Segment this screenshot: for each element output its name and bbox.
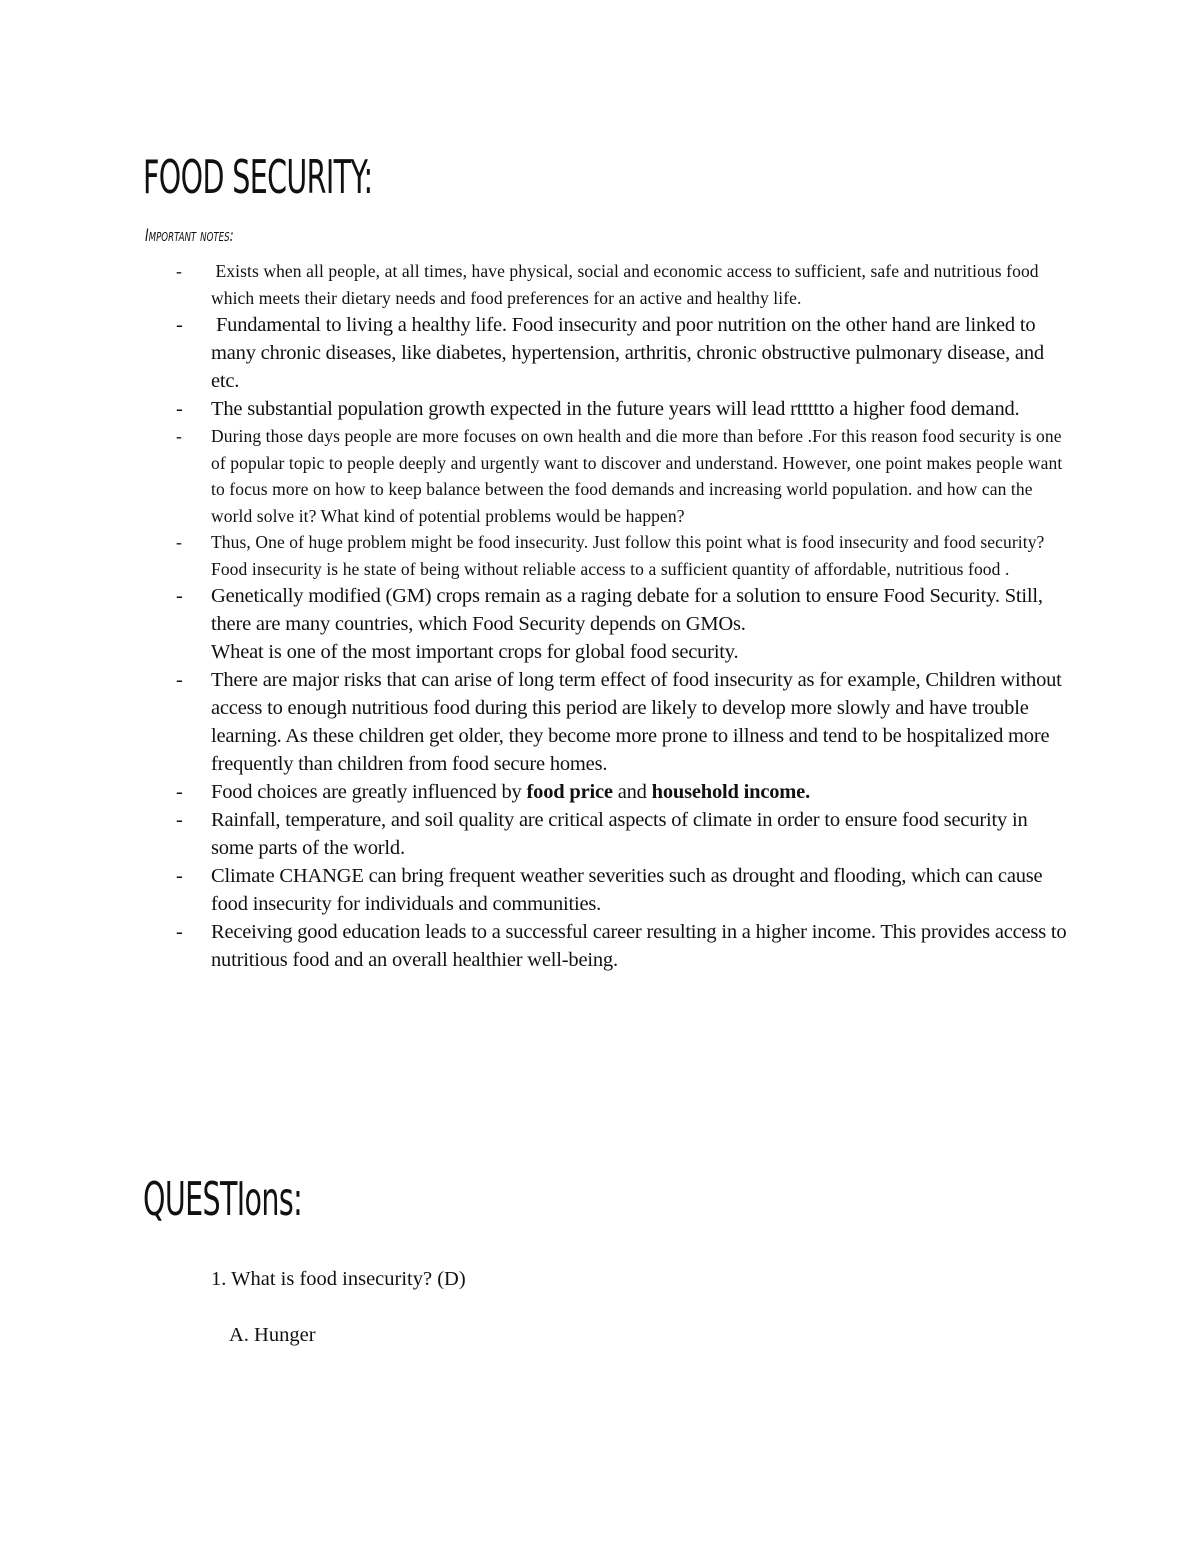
note-text: Food choices are greatly influenced by: [211, 781, 527, 803]
note-text: There are major risks that can arise of long term effect of food insecurity as for example, Children without access to enough nutritious food during this period are likely to develop more slowly and have trouble learning. As these children get older, they become more prone to illness and tend to be hospitalized more frequently than children from food secure homes.: [211, 669, 1062, 775]
bullet-dash: -: [176, 261, 182, 281]
bullet-dash: -: [176, 585, 183, 607]
note-item: [0, 423, 1200, 529]
note-text: During those days people are more focuses on own health and die more than before .For this reason food security is one of popular topic to people deeply and urgently want to discover and understand. However, one point makes people want to focus more on how to keep balance between the food demands and increasing world population. and how can the world solve it? What kind of potential problems would be happen?: [211, 426, 1063, 526]
answer-option-a: A. Hunger: [229, 1324, 316, 1346]
note-text-continued: Wheat is one of the most important crops for global food security.: [211, 641, 739, 663]
note-item: [0, 258, 1200, 311]
note-text-and: and: [612, 781, 652, 803]
notes-list: [0, 258, 1200, 974]
note-text: Fundamental to living a healthy life. Food insecurity and poor nutrition on the other hand are linked to many chronic diseases, like diabetes, hypertension, arthritis, chronic obstructive pulmonary disease, and etc.: [211, 314, 1049, 392]
questions-heading: QUESTIons:: [143, 1172, 303, 1226]
question-1: 1. What is food insecurity? (D): [211, 1268, 466, 1290]
bullet-dash: -: [176, 865, 183, 887]
note-item: [0, 311, 1200, 395]
bold-household-income: household income.: [651, 781, 810, 803]
page-title: FOOD SECURITY:: [143, 150, 373, 204]
note-item: [0, 862, 1200, 918]
bullet-dash: -: [176, 314, 183, 336]
note-text: Rainfall, temperature, and soil quality are critical aspects of climate in order to ensure food security in some parts of the world.: [211, 809, 1028, 859]
note-item: [0, 918, 1200, 974]
bullet-dash: -: [176, 781, 183, 803]
bullet-dash: -: [176, 669, 183, 691]
bullet-dash: -: [176, 426, 182, 446]
note-item: [0, 778, 1200, 806]
bullet-dash: -: [176, 398, 183, 420]
note-text: The substantial population growth expected in the future years will lead rttttto a higher food demand.: [211, 398, 1020, 420]
note-text: Climate CHANGE can bring frequent weather severities such as drought and flooding, which can cause food insecurity for individuals and communities.: [211, 865, 1043, 915]
note-text: Exists when all people, at all times, have physical, social and economic access to sufficient, safe and nutritious food which meets their dietary needs and food preferences for an active and healthy life.: [211, 261, 1044, 308]
note-item: [0, 395, 1200, 423]
note-text: Receiving good education leads to a successful career resulting in a higher income. This provides access to nutritious food and an overall healthier well-being.: [211, 921, 1067, 971]
note-item: [0, 582, 1200, 666]
note-item: [0, 666, 1200, 778]
note-text: Genetically modified (GM) crops remain as a raging debate for a solution to ensure Food Security. Still, there are many countries, which Food Security depends on GMOs.: [211, 585, 1043, 635]
note-item: [0, 529, 1200, 582]
bold-food-price: food price: [526, 781, 613, 803]
important-notes-label: Important notes:: [145, 226, 234, 246]
bullet-dash: -: [176, 532, 182, 552]
note-item: [0, 806, 1200, 862]
bullet-dash: -: [176, 921, 183, 943]
bullet-dash: -: [176, 809, 183, 831]
note-text: Thus, One of huge problem might be food insecurity. Just follow this point what is food insecurity and food security? Food insecurity is he state of being without reliable access to a sufficient quantity of affordable, nutritious food .: [211, 532, 1045, 579]
